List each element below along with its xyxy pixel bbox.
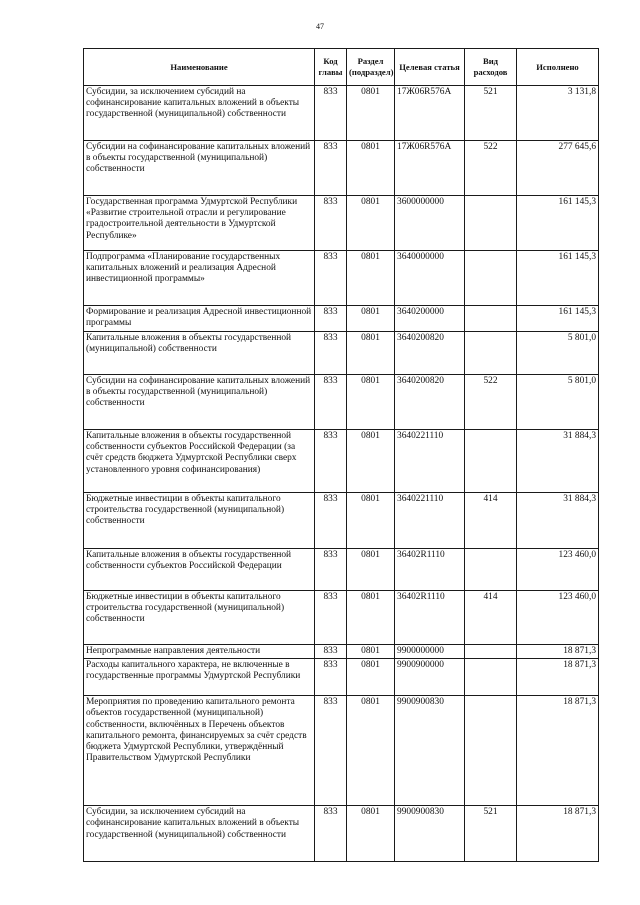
row-target: 3640200000: [395, 306, 465, 332]
row-expense-type: [465, 196, 517, 251]
row-name: Бюджетные инвестиции в объекты капитального строительства государственной (муниципальной) собственности: [84, 493, 315, 549]
row-amount: 31 884,3: [517, 430, 599, 493]
row-amount: 3 131,8: [517, 86, 599, 141]
row-name: Капитальные вложения в объекты государственной собственности субъектов Российской Федерации (за счёт средств бюджета Удмуртской Республики сверх установленного уровня софинансирования): [84, 430, 315, 493]
row-name: Субсидии на софинансирование капитальных вложений в объекты государственной (муниципальной) собственности: [84, 375, 315, 430]
row-expense-type: 522: [465, 141, 517, 196]
table-row: [84, 493, 599, 549]
row-target: 17Ж06R576A: [395, 141, 465, 196]
row-name: Капитальные вложения в объекты государственной (муниципальной) собственности: [84, 332, 315, 375]
row-code: 833: [315, 86, 347, 141]
row-name: Непрограммные направления деятельности: [84, 645, 315, 659]
table-row: [84, 332, 599, 375]
table-row: [84, 659, 599, 696]
row-section: 0801: [347, 141, 395, 196]
row-code: 833: [315, 332, 347, 375]
table-row: [84, 141, 599, 196]
row-amount: 123 460,0: [517, 591, 599, 645]
row-code: 833: [315, 696, 347, 806]
row-expense-type: [465, 659, 517, 696]
row-section: 0801: [347, 430, 395, 493]
row-expense-type: [465, 645, 517, 659]
row-code: 833: [315, 251, 347, 306]
table-row: [84, 806, 599, 862]
row-name: Подпрограмма «Планирование государственных капитальных вложений и реализация Адресной инвестиционной программы»: [84, 251, 315, 306]
row-amount: 123 460,0: [517, 549, 599, 591]
row-amount: 161 145,3: [517, 306, 599, 332]
table-row: [84, 251, 599, 306]
table-row: [84, 430, 599, 493]
row-name: Капитальные вложения в объекты государственной собственности субъектов Российской Федерации: [84, 549, 315, 591]
row-target: 9900900830: [395, 696, 465, 806]
row-amount: 18 871,3: [517, 696, 599, 806]
header-name: Наименование: [84, 49, 315, 86]
row-expense-type: 521: [465, 86, 517, 141]
row-target: 3640200820: [395, 375, 465, 430]
row-code: 833: [315, 645, 347, 659]
header-executed: Исполнено: [517, 49, 599, 86]
row-section: 0801: [347, 645, 395, 659]
row-section: 0801: [347, 806, 395, 862]
row-section: 0801: [347, 696, 395, 806]
row-target: 36402R1110: [395, 549, 465, 591]
row-section: 0801: [347, 659, 395, 696]
table-row: [84, 375, 599, 430]
row-section: 0801: [347, 375, 395, 430]
row-amount: 5 801,0: [517, 332, 599, 375]
table-row: [84, 306, 599, 332]
row-code: 833: [315, 141, 347, 196]
table-row: [84, 696, 599, 806]
row-name: Формирование и реализация Адресной инвестиционной программы: [84, 306, 315, 332]
row-amount: 18 871,3: [517, 645, 599, 659]
table-row: [84, 645, 599, 659]
row-section: 0801: [347, 591, 395, 645]
row-expense-type: [465, 251, 517, 306]
header-code: Код главы: [315, 49, 347, 86]
row-expense-type: 414: [465, 493, 517, 549]
row-target: 3640200820: [395, 332, 465, 375]
header-target: Целевая статья: [395, 49, 465, 86]
row-target: 3640221110: [395, 430, 465, 493]
row-name: Субсидии, за исключением субсидий на софинансирование капитальных вложений в объекты государственной (муниципальной) собственности: [84, 86, 315, 141]
row-target: 3640221110: [395, 493, 465, 549]
table-row: [84, 196, 599, 251]
table-row: [84, 549, 599, 591]
row-section: 0801: [347, 332, 395, 375]
header-row: [84, 49, 599, 86]
row-code: 833: [315, 591, 347, 645]
table-row: [84, 591, 599, 645]
row-amount: 161 145,3: [517, 196, 599, 251]
row-target: 3640000000: [395, 251, 465, 306]
row-name: Бюджетные инвестиции в объекты капитального строительства государственной (муниципальной) собственности: [84, 591, 315, 645]
row-code: 833: [315, 430, 347, 493]
row-amount: 18 871,3: [517, 659, 599, 696]
row-expense-type: [465, 549, 517, 591]
row-code: 833: [315, 493, 347, 549]
row-target: 9900000000: [395, 645, 465, 659]
header-expense-type: Вид расходов: [465, 49, 517, 86]
row-section: 0801: [347, 493, 395, 549]
row-code: 833: [315, 659, 347, 696]
row-name: Мероприятия по проведению капитального ремонта объектов государственной (муниципальной) собственности, включённых в Перечень объектов капитального ремонта, финансируемых за счёт средств бюджета Удмуртской Республики, утверждённый Правительством Удмуртской Республики: [84, 696, 315, 806]
row-code: 833: [315, 375, 347, 430]
row-section: 0801: [347, 86, 395, 141]
row-section: 0801: [347, 549, 395, 591]
row-target: 9900900830: [395, 806, 465, 862]
row-target: 9900900000: [395, 659, 465, 696]
row-amount: 31 884,3: [517, 493, 599, 549]
row-amount: 18 871,3: [517, 806, 599, 862]
row-expense-type: [465, 306, 517, 332]
table-row: [84, 86, 599, 141]
row-expense-type: [465, 332, 517, 375]
row-amount: 5 801,0: [517, 375, 599, 430]
row-expense-type: [465, 430, 517, 493]
row-expense-type: 522: [465, 375, 517, 430]
row-expense-type: 414: [465, 591, 517, 645]
row-expense-type: [465, 696, 517, 806]
row-target: 36402R1110: [395, 591, 465, 645]
row-name: Расходы капитального характера, не включенные в государственные программы Удмуртской Республики: [84, 659, 315, 696]
row-expense-type: 521: [465, 806, 517, 862]
row-code: 833: [315, 549, 347, 591]
row-section: 0801: [347, 251, 395, 306]
page-number: 47: [316, 22, 324, 31]
row-code: 833: [315, 196, 347, 251]
row-section: 0801: [347, 196, 395, 251]
header-section: Раздел (подраздел): [347, 49, 395, 86]
row-name: Субсидии, за исключением субсидий на софинансирование капитальных вложений в объекты государственной (муниципальной) собственности: [84, 806, 315, 862]
row-amount: 161 145,3: [517, 251, 599, 306]
row-name: Государственная программа Удмуртской Республики «Развитие строительной отрасли и регулирование градостроительной деятельности в Удмуртской Республике»: [84, 196, 315, 251]
budget-table: [83, 48, 599, 862]
row-section: 0801: [347, 306, 395, 332]
row-code: 833: [315, 306, 347, 332]
row-target: 3600000000: [395, 196, 465, 251]
row-amount: 277 645,6: [517, 141, 599, 196]
row-target: 17Ж06R576A: [395, 86, 465, 141]
row-code: 833: [315, 806, 347, 862]
row-name: Субсидии на софинансирование капитальных вложений в объекты государственной (муниципальной) собственности: [84, 141, 315, 196]
